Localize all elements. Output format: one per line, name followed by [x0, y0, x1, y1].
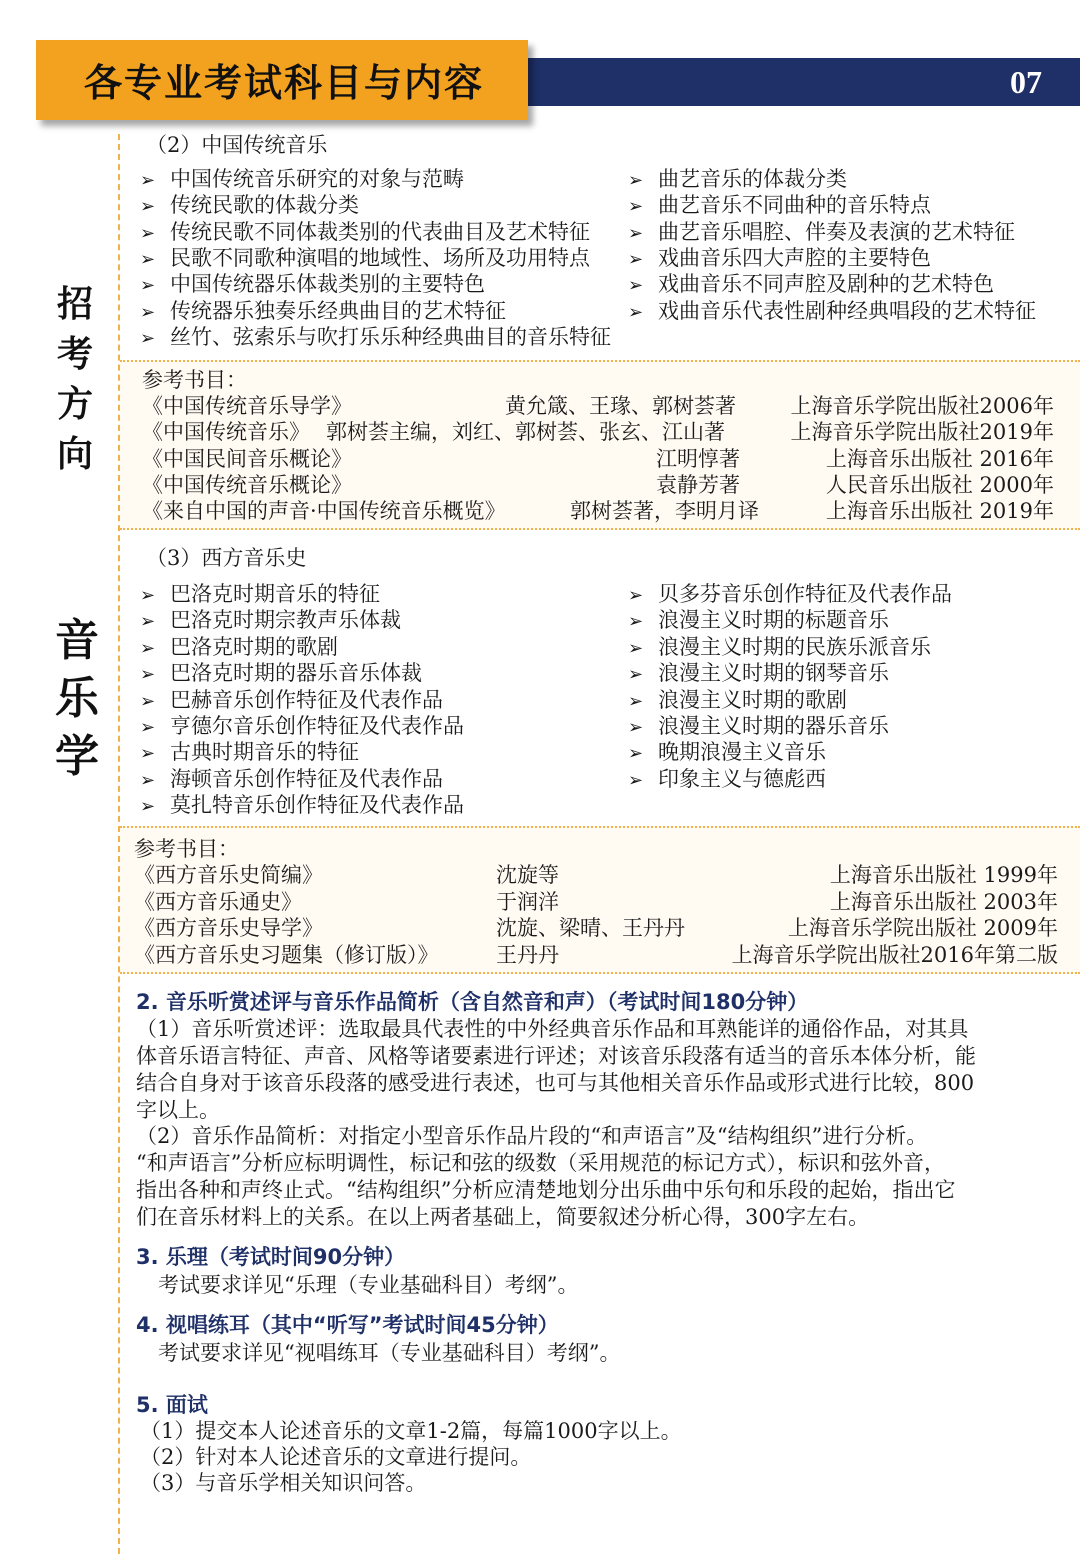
list-item-label: 贝多芬音乐创作特征及代表作品: [658, 582, 952, 606]
reference-title: 《西方音乐史导学》: [134, 916, 323, 940]
list-item: [140, 166, 464, 194]
reference-author: 沈旋、梁晴、王丹丹: [496, 916, 685, 940]
arrow-bullet-icon: ➢: [140, 637, 156, 659]
list-item-label: 传统器乐独奏乐经典曲目的艺术特征: [170, 298, 506, 323]
list-item-label: 曲艺音乐唱腔、伴奏及表演的艺术特征: [658, 219, 1015, 244]
list-item-label: 戏曲音乐代表性剧种经典唱段的艺术特征: [658, 298, 1036, 323]
list-item: [140, 660, 422, 688]
list-item: [140, 581, 380, 609]
page-number: 07: [1010, 64, 1042, 100]
reference-publisher: 上海音乐出版社 2003年: [829, 889, 1058, 914]
list-item-label: 莫扎特音乐创作特征及代表作品: [170, 793, 464, 818]
list-item-label: 巴洛克时期宗教声乐体裁: [170, 608, 401, 633]
list-item-label: 中国传统音乐研究的对象与范畴: [170, 167, 464, 191]
arrow-bullet-icon: ➢: [628, 248, 644, 270]
section-2-paragraph-2: （2）音乐作品简析：对指定小型音乐作品片段的“和声语言”及“结构组织”进行分析。 “和声语言”分析应标明调性，标记和弦的级数（采用规范的标记方式），标识和弦外音， 指出各种和声终止式。“结构组织”分析应清楚地划分出乐曲中乐句和乐段的起始，指出它 们在音乐材料上的关系。在以上两者基础上，简要叙述分析心得，300字左右。: [136, 1124, 956, 1229]
arrow-bullet-icon: ➢: [628, 717, 644, 738]
section-5-item: （2）针对本人论述音乐的文章进行提问。: [140, 1445, 532, 1469]
list-item: [140, 792, 464, 820]
list-item-label: 古典时期音乐的特征: [170, 740, 359, 765]
side-label-direction: 招 考 方 向: [56, 284, 93, 475]
section-5-item: （3）与音乐学相关知识问答。: [140, 1471, 427, 1495]
reference-author: 郭树荟著，李明月译: [570, 499, 759, 524]
list-item-label: 巴洛克时期的器乐音乐体裁: [170, 661, 422, 686]
reference-title: 《中国传统音乐概论》: [142, 472, 352, 497]
arrow-bullet-icon: ➢: [628, 585, 644, 606]
list-item-label: 亨德尔音乐创作特征及代表作品: [170, 714, 464, 738]
list-item: [628, 687, 847, 715]
arrow-bullet-icon: ➢: [140, 611, 156, 633]
reference-title: 《中国传统音乐导学》: [142, 394, 352, 418]
list-item: [140, 324, 611, 352]
arrow-bullet-icon: ➢: [140, 275, 156, 297]
section-5-item: （1）提交本人论述音乐的文章1-2篇，每篇1000字以上。: [140, 1419, 682, 1443]
list-item: [140, 219, 590, 247]
section-4-title: 4. 视唱练耳（其中“听写”考试时间45分钟）: [136, 1313, 559, 1337]
list-item-label: 晚期浪漫主义音乐: [658, 740, 826, 765]
reference-title: 《来自中国的声音·中国传统音乐概览》: [142, 499, 506, 524]
list-item: [628, 660, 889, 688]
section-4-text: 考试要求详见“视唱练耳（专业基础科目）考纲”。: [158, 1341, 621, 1365]
arrow-bullet-icon: ➢: [140, 690, 156, 712]
section-3-title: 3. 乐理（考试时间90分钟）: [136, 1245, 406, 1269]
arrow-bullet-icon: ➢: [628, 196, 644, 218]
list-item-label: 曲艺音乐不同曲种的音乐特点: [658, 193, 931, 218]
list-item: [140, 271, 485, 299]
reference-publisher: 上海音乐学院出版社2006年: [790, 394, 1054, 418]
reference-author: 江明惇著: [656, 446, 740, 471]
list-item-label: 巴赫音乐创作特征及代表作品: [170, 687, 443, 712]
list-item: [628, 634, 931, 662]
list-item-label: 巴洛克时期的歌剧: [170, 634, 338, 659]
list-item: [140, 766, 443, 794]
reference-author: 袁静芳著: [656, 472, 740, 497]
list-item: [628, 298, 1036, 326]
list-item-label: 浪漫主义时期的钢琴音乐: [658, 661, 889, 686]
list-item: [628, 192, 931, 220]
arrow-bullet-icon: ➢: [140, 170, 156, 191]
list-item-label: 浪漫主义时期的民族乐派音乐: [658, 634, 931, 659]
section-3-text: 考试要求详见“乐理（专业基础科目）考纲”。: [158, 1273, 579, 1297]
reference-publisher: 上海音乐出版社 2019年: [825, 499, 1054, 524]
list-item: [628, 166, 847, 194]
list-item-label: 巴洛克时期音乐的特征: [170, 582, 380, 606]
list-item: [628, 607, 889, 635]
header-bar: [500, 58, 1080, 106]
section-2-title: 2. 音乐听赏述评与音乐作品简析（含自然音和声）（考试时间180分钟）: [136, 990, 809, 1014]
reference-title: 《西方音乐史简编》: [134, 863, 323, 887]
list-item-label: 丝竹、弦索乐与吹打乐乐种经典曲目的音乐特征: [170, 324, 611, 349]
arrow-bullet-icon: ➢: [140, 248, 156, 270]
section-5-title: 5. 面试: [136, 1393, 208, 1417]
list-item-label: 传统民歌的体裁分类: [170, 193, 359, 218]
list-item: [628, 581, 952, 609]
reference-publisher: 上海音乐学院出版社2019年: [790, 420, 1054, 445]
reference-title: 《西方音乐史习题集（修订版）》: [134, 942, 439, 967]
arrow-bullet-icon: ➢: [628, 170, 644, 191]
arrow-bullet-icon: ➢: [628, 743, 644, 765]
reference-title: 参考书目：: [134, 837, 239, 861]
list-item-label: 传统民歌不同体裁类别的代表曲目及艺术特征: [170, 219, 590, 244]
list-item-label: 中国传统器乐体裁类别的主要特色: [170, 272, 485, 297]
reference-author: 王丹丹: [496, 942, 559, 967]
list-item-label: 浪漫主义时期的器乐音乐: [658, 714, 889, 738]
reference-author: 沈旋等: [496, 863, 559, 887]
reference-publisher: 上海音乐学院出版社2016年第二版: [731, 942, 1058, 967]
reference-publisher: 上海音乐学院出版社 2009年: [787, 916, 1058, 940]
arrow-bullet-icon: ➢: [140, 327, 156, 349]
arrow-bullet-icon: ➢: [628, 690, 644, 712]
reference-publisher: 上海音乐出版社 1999年: [829, 863, 1058, 887]
arrow-bullet-icon: ➢: [140, 585, 156, 606]
list-item-label: 印象主义与德彪西: [658, 766, 826, 791]
reference-author: 于润洋: [496, 889, 559, 914]
list-item-label: 戏曲音乐不同声腔及剧种的艺术特色: [658, 272, 994, 297]
arrow-bullet-icon: ➢: [628, 664, 644, 686]
reference-publisher: 人民音乐出版社 2000年: [825, 472, 1054, 497]
list-item-label: 海顿音乐创作特征及代表作品: [170, 766, 443, 791]
list-item: [140, 192, 359, 220]
list-item-label: 浪漫主义时期的标题音乐: [658, 608, 889, 633]
reference-title: 《西方音乐通史》: [134, 889, 302, 914]
reference-title: 参考书目：: [142, 368, 247, 392]
list-item: [628, 739, 826, 767]
arrow-bullet-icon: ➢: [628, 769, 644, 791]
arrow-bullet-icon: ➢: [140, 717, 156, 738]
reference-author: 黄允箴、王瑑、郭树荟著: [505, 394, 736, 418]
arrow-bullet-icon: ➢: [628, 611, 644, 633]
arrow-bullet-icon: ➢: [628, 301, 644, 323]
reference-publisher: 上海音乐出版社 2016年: [825, 446, 1054, 471]
list-item: [140, 713, 464, 741]
arrow-bullet-icon: ➢: [140, 196, 156, 218]
reference-author: 郭树荟主编，刘红、郭树荟、张玄、江山著: [326, 420, 725, 445]
arrow-bullet-icon: ➢: [140, 769, 156, 791]
list-item: [628, 713, 889, 741]
list-item: [140, 298, 506, 326]
arrow-bullet-icon: ➢: [140, 222, 156, 244]
arrow-bullet-icon: ➢: [140, 743, 156, 765]
section-heading-western: （3）西方音乐史: [146, 546, 307, 570]
list-item-label: 曲艺音乐的体裁分类: [658, 167, 847, 191]
section-heading-chinese: （2）中国传统音乐: [146, 133, 328, 157]
list-item: [140, 739, 359, 767]
list-item: [140, 634, 338, 662]
reference-title: 《中国民间音乐概论》: [142, 446, 352, 471]
list-item: [140, 607, 401, 635]
arrow-bullet-icon: ➢: [140, 664, 156, 686]
list-item: [628, 766, 826, 794]
list-item: [628, 271, 994, 299]
arrow-bullet-icon: ➢: [628, 637, 644, 659]
list-item: [140, 687, 443, 715]
list-item-label: 浪漫主义时期的歌剧: [658, 687, 847, 712]
arrow-bullet-icon: ➢: [140, 301, 156, 323]
list-item: [628, 219, 1015, 247]
list-item-label: 民歌不同歌种演唱的地域性、场所及功用特点: [170, 245, 590, 270]
reference-title: 《中国传统音乐》: [142, 420, 310, 445]
list-item-label: 戏曲音乐四大声腔的主要特色: [658, 245, 931, 270]
arrow-bullet-icon: ➢: [628, 222, 644, 244]
list-item: [628, 245, 931, 273]
page-title: 各专业考试科目与内容: [84, 61, 485, 105]
section-2-paragraph-1: （1）音乐听赏述评：选取最具代表性的中外经典音乐作品和耳熟能详的通俗作品，对其具 体音乐语言特征、声音、风格等诸要素进行评述；对该音乐段落有适当的音乐本体分析，能 结合自身对于该音乐段落的感受进行表述，也可与其他相关音乐作品或形式进行比较，800 字以上。: [136, 1017, 976, 1122]
arrow-bullet-icon: ➢: [140, 796, 156, 818]
side-label-major: 音 乐 学: [55, 615, 99, 782]
arrow-bullet-icon: ➢: [628, 275, 644, 297]
list-item: [140, 245, 590, 273]
